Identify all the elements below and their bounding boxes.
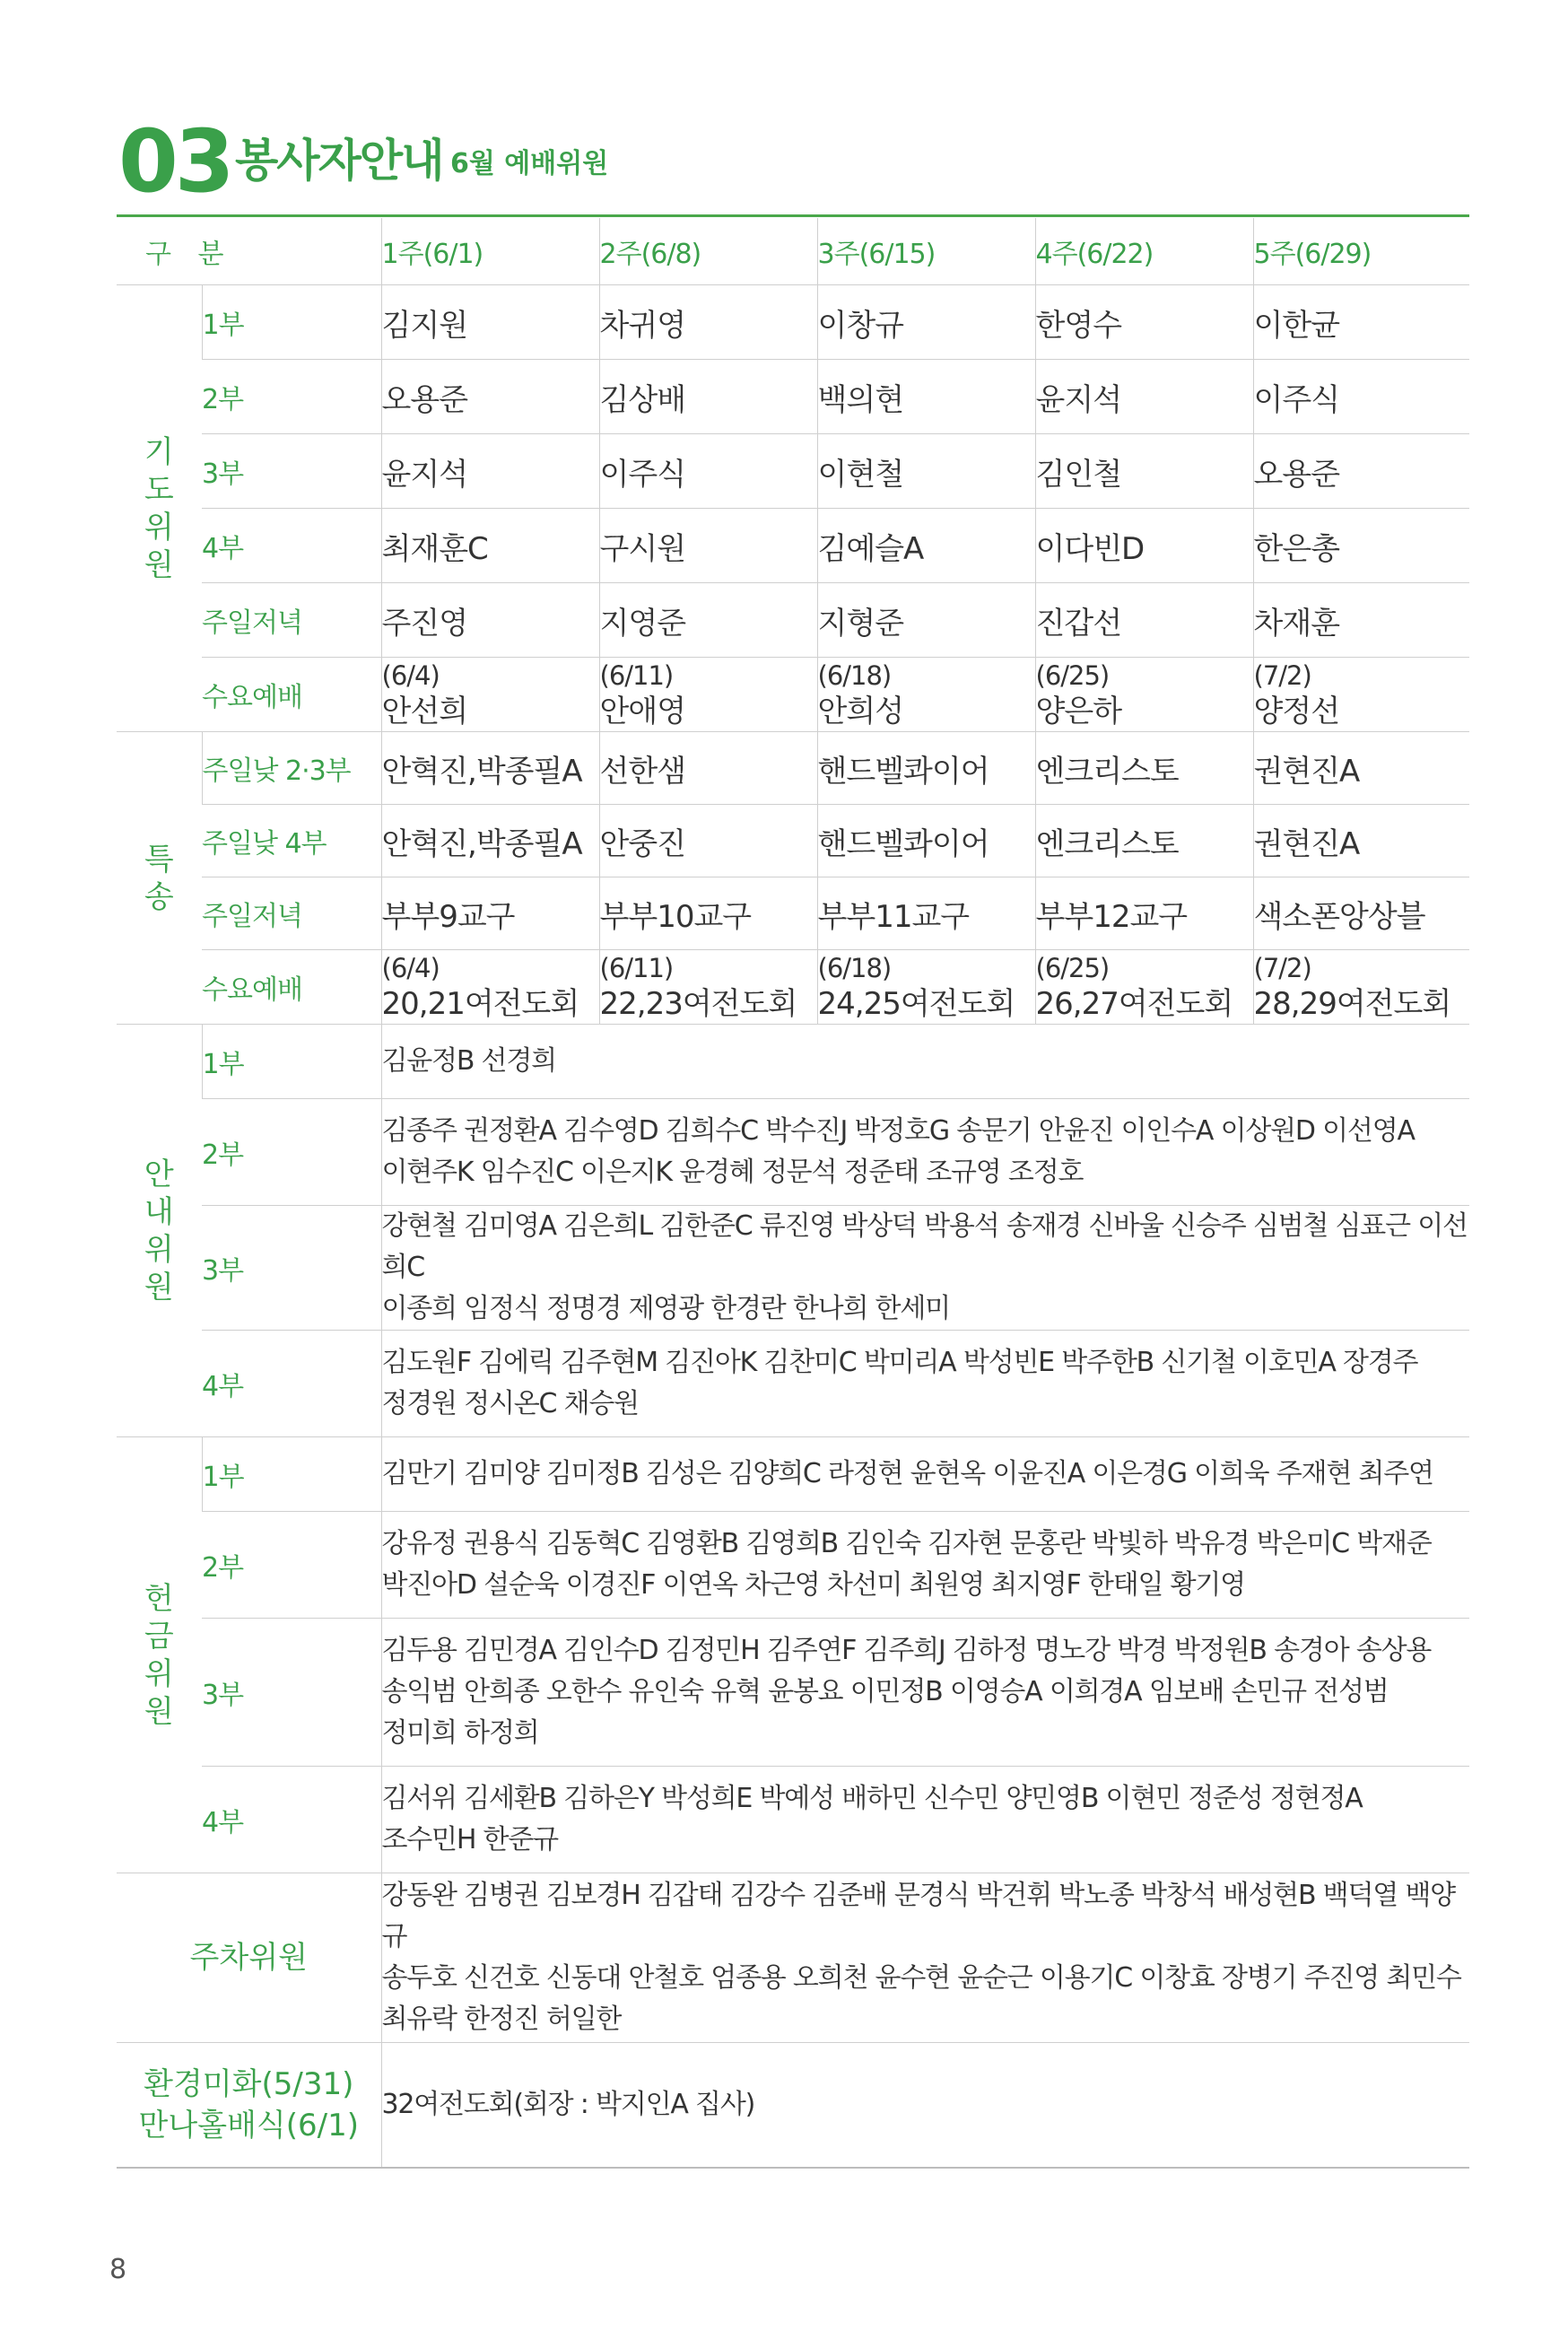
env-category [117,2043,381,2169]
offering-names [381,1437,1469,1512]
section-subtitle: 6월 예배위원 [450,148,609,179]
special-name: 부부9교구 [381,877,599,950]
offering-names-line: 정미희 하정희 [381,1717,539,1749]
volunteer-table [117,218,1469,2169]
prayer-name: 김지원 [381,285,599,360]
guide-row [117,1206,1469,1331]
special-wed-cell [381,950,599,1025]
special-wed-cell [817,950,1035,1025]
section-title: 봉사자안내 [235,135,443,187]
special-name: 부부10교구 [599,877,817,950]
special-name: 부부12교구 [1035,877,1253,950]
guide-category-char: 안 [144,1156,174,1192]
offering-names-line: 조수민H 한준규 [381,1824,558,1855]
prayer-name: 이주식 [599,434,817,509]
guide-row-label: 1부 [202,1025,381,1099]
prayer-category-char: 위 [144,509,174,546]
prayer-wed-cell [1035,658,1253,732]
prayer-category-char: 원 [144,546,174,583]
guide-row [117,1025,1469,1099]
prayer-name: 지영준 [599,583,817,658]
offering-row-label: 2부 [202,1512,381,1619]
guide-names [381,1025,1469,1099]
special-row-label: 주일낮 2·3부 [202,732,381,805]
guide-row [117,1099,1469,1206]
guide-row [117,1331,1469,1437]
special-name: 엔크리스토 [1035,805,1253,877]
prayer-category [117,285,202,732]
special-wed-cell [1253,950,1469,1025]
prayer-row [117,434,1469,509]
guide-names-line: 정경원 정시온C 채승원 [381,1388,639,1419]
special-wed-cell [599,950,817,1025]
prayer-wed-cell [381,658,599,732]
env-row [117,2043,1469,2169]
prayer-wed-name: 안선희 [381,694,468,729]
offering-names-line: 김두용 김민경A 김인수D 김정민H 김주연F 김주희J 김하정 명노강 박경 박정원B 송경아 송상용 [381,1635,1432,1666]
special-wed-date: (6/18) [817,953,892,983]
prayer-name: 이현철 [817,434,1035,509]
prayer-wed-date: (6/18) [817,660,892,691]
prayer-row-label: 주일저녁 [202,583,381,658]
prayer-name: 최재훈C [381,509,599,583]
prayer-name: 구시원 [599,509,817,583]
prayer-wed-cell [817,658,1035,732]
prayer-name: 이주식 [1253,360,1469,434]
special-name: 안혁진,박종필A [381,805,599,877]
env-text: 32여전도회(회장 : 박지인A 집사) [381,2043,1469,2169]
prayer-name: 김인철 [1035,434,1253,509]
prayer-name: 이창규 [817,285,1035,360]
special-name: 부부11교구 [817,877,1035,950]
offering-names [381,1512,1469,1619]
special-name: 색소폰앙상블 [1253,877,1469,950]
header-row [117,218,1469,285]
offering-category-char: 헌 [144,1580,174,1617]
special-wed-name: 20,21여전도회 [381,986,579,1022]
prayer-name: 한영수 [1035,285,1253,360]
special-category-char: 송 [144,878,174,915]
special-wed-name: 26,27여전도회 [1035,986,1233,1022]
offering-category [117,1437,202,1873]
offering-names [381,1767,1469,1873]
offering-names-line: 송익범 안희종 오한수 유인숙 유혁 윤봉요 이민정B 이영승A 이희경A 임보배 손민규 전성범 [381,1676,1389,1707]
prayer-row-label: 2부 [202,360,381,434]
parking-names-line: 최유락 한정진 허일한 [381,2004,622,2035]
guide-category-char: 위 [144,1231,174,1268]
parking-category: 주차위원 [117,1873,381,2043]
special-row [117,805,1469,877]
prayer-name: 주진영 [381,583,599,658]
offering-names-line: 김서위 김세환B 김하은Y 박성희E 박예성 배하민 신수민 양민영B 이현민 정준성 정현정A [381,1783,1363,1814]
special-name: 핸드벨콰이어 [817,805,1035,877]
guide-names-line: 강현철 김미영A 김은희L 김한준C 류진영 박상덕 박용석 송재경 신바울 신승주 심범철 심표근 이선희C [381,1210,1468,1283]
prayer-name: 이한균 [1253,285,1469,360]
special-wed-date: (6/25) [1035,953,1110,983]
header-week-1: 1주(6/1) [381,218,599,285]
guide-names [381,1206,1469,1331]
prayer-category-char: 도 [144,471,174,508]
parking-names-line: 송두호 신건호 신동대 안철호 엄종용 오희천 윤수현 윤순근 이용기C 이창효 장병기 주진영 최민수 [381,1962,1461,1994]
special-wed-name: 28,29여전도회 [1253,986,1451,1022]
offering-row-label: 1부 [202,1437,381,1512]
prayer-category-char: 기 [144,433,174,470]
offering-category-char: 금 [144,1618,174,1654]
prayer-name: 이다빈D [1035,509,1253,583]
guide-names-line: 김도원F 김에릭 김주현M 김진아K 김찬미C 박미리A 박성빈E 박주한B 신기철 이호민A 장경주 [381,1347,1418,1378]
guide-names-line: 이현주K 임수진C 이은지K 윤경혜 정문석 정준태 조규영 조정호 [381,1157,1084,1188]
prayer-wed-date: (6/25) [1035,660,1110,691]
special-name: 안혁진,박종필A [381,732,599,805]
guide-names-line: 김종주 권정환A 김수영D 김희수C 박수진J 박정호G 송문기 안윤진 이인수A 이상원D 이선영A [381,1115,1415,1147]
offering-names-line: 김만기 김미양 김미정B 김성은 김양희C 라정현 윤현옥 이윤진A 이은경G 이희욱 주재현 최주연 [381,1458,1433,1489]
guide-row-label: 3부 [202,1206,381,1331]
special-wed-cell [1035,950,1253,1025]
prayer-name: 오용준 [381,360,599,434]
special-category-char: 특 [144,841,174,877]
prayer-row-label: 1부 [202,285,381,360]
page-number: 8 [109,2254,127,2285]
parking-names-line: 강동완 김병권 김보경H 김갑태 김강수 김준배 문경식 박건휘 박노종 박창석 배성현B 백덕열 백양규 [381,1880,1455,1952]
header-week-4: 4주(6/22) [1035,218,1253,285]
guide-names-line: 김윤정B 선경희 [381,1045,556,1077]
prayer-name: 김상배 [599,360,817,434]
header-week-3: 3주(6/15) [817,218,1035,285]
top-rule [117,214,1469,217]
special-wed-name: 22,23여전도회 [599,986,797,1022]
special-category [117,732,202,1025]
env-category-line: 만나홀배식(6/1) [138,2108,359,2143]
prayer-name: 진갑선 [1035,583,1253,658]
prayer-wed-name: 안애영 [599,694,686,729]
offering-row [117,1619,1469,1767]
prayer-wed-name: 양은하 [1035,694,1122,729]
offering-row-label: 3부 [202,1619,381,1767]
header-gubun: 구 분 [117,218,381,285]
prayer-wed-name: 안희성 [817,694,904,729]
header-week-5: 5주(6/29) [1253,218,1469,285]
special-row [117,732,1469,805]
guide-names-line: 이종희 임정식 정명경 제영광 한경란 한나희 한세미 [381,1293,950,1324]
special-name: 안중진 [599,805,817,877]
special-wed-label: 수요예배 [202,950,381,1025]
prayer-wed-cell [599,658,817,732]
prayer-wed-row [117,658,1469,732]
parking-row [117,1873,1469,2043]
guide-category [117,1025,202,1437]
prayer-row [117,583,1469,658]
parking-names [381,1873,1469,2043]
prayer-wed-date: (6/4) [381,660,440,691]
prayer-row [117,509,1469,583]
prayer-row-label: 4부 [202,509,381,583]
special-name: 권현진A [1253,805,1469,877]
offering-row [117,1512,1469,1619]
prayer-wed-date: (6/11) [599,660,674,691]
guide-names [381,1331,1469,1437]
guide-category-char: 내 [144,1193,174,1230]
special-name: 선한샘 [599,732,817,805]
offering-names [381,1619,1469,1767]
offering-names-line: 강유정 권용식 김동혁C 김영환B 김영희B 김인숙 김자현 문홍란 박빛하 박유경 박은미C 박재준 [381,1528,1432,1559]
offering-names-line: 박진아D 설순욱 이경진F 이연옥 차근영 차선미 최원영 최지영F 한태일 황기영 [381,1569,1245,1601]
offering-row [117,1437,1469,1512]
special-wed-date: (7/2) [1253,953,1311,983]
env-category-line: 환경미화(5/31) [144,2066,354,2102]
guide-row-label: 2부 [202,1099,381,1206]
section-number: 03 [118,111,231,212]
prayer-wed-name: 양정선 [1253,694,1340,729]
prayer-name: 윤지석 [381,434,599,509]
special-row [117,877,1469,950]
prayer-wed-cell [1253,658,1469,732]
prayer-wed-date: (7/2) [1253,660,1311,691]
special-name: 권현진A [1253,732,1469,805]
special-name: 엔크리스토 [1035,732,1253,805]
special-wed-date: (6/4) [381,953,440,983]
prayer-name: 차귀영 [599,285,817,360]
offering-row [117,1767,1469,1873]
guide-names [381,1099,1469,1206]
prayer-name: 김예슬A [817,509,1035,583]
prayer-name: 차재훈 [1253,583,1469,658]
special-wed-name: 24,25여전도회 [817,986,1015,1022]
prayer-name: 지형준 [817,583,1035,658]
guide-row-label: 4부 [202,1331,381,1437]
special-row-label: 주일낮 4부 [202,805,381,877]
offering-category-char: 원 [144,1693,174,1730]
prayer-name: 백의현 [817,360,1035,434]
guide-category-char: 원 [144,1269,174,1305]
prayer-row-label: 3부 [202,434,381,509]
prayer-name: 한은총 [1253,509,1469,583]
prayer-name: 오용준 [1253,434,1469,509]
special-wed-date: (6/11) [599,953,674,983]
prayer-name: 윤지석 [1035,360,1253,434]
prayer-row [117,285,1469,360]
offering-row-label: 4부 [202,1767,381,1873]
special-name: 핸드벨콰이어 [817,732,1035,805]
prayer-wed-label: 수요예배 [202,658,381,732]
prayer-row [117,360,1469,434]
special-row-label: 주일저녁 [202,877,381,950]
offering-category-char: 위 [144,1655,174,1692]
header-week-2: 2주(6/8) [599,218,817,285]
special-wed-row [117,950,1469,1025]
